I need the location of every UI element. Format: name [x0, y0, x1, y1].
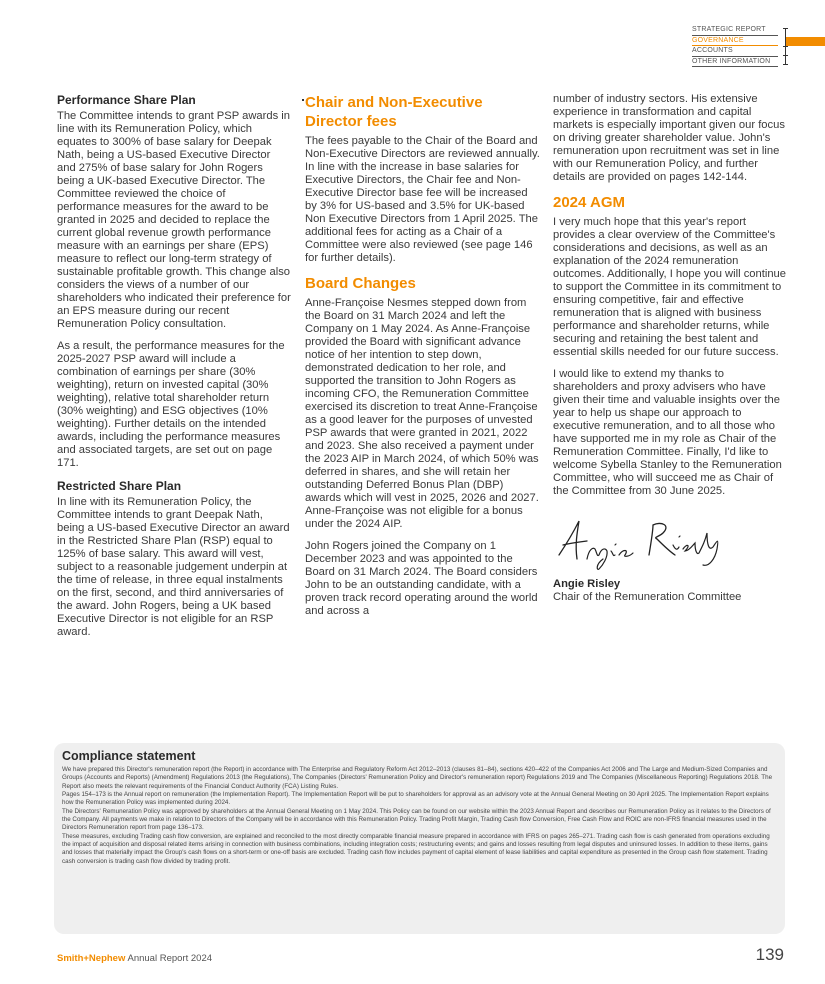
- nav-rail-tick: [783, 55, 788, 56]
- compliance-paragraph-1: We have prepared this Director's remuneration report (the Report) in accordance with The Enterprise and Regulatory Reform Act 2012–2013 (clauses 81–84), sections 420–422 of the Companies Act 2006 and The Large and Medium-Sized Companies and Groups (Accounts and Reports) (Amendment) Regulations 2013 (the Regulations), The Companies (Directors' Remuneration Policy and Director's remuneration report) Regulations 2019 and The Companies (Miscellaneous Reporting) Regulations 2018. The Report also meets the relevant requirements of the Financial Conduct Authority (FCA) Listing Rules.: [62, 766, 773, 790]
- signer-name: Angie Risley: [553, 578, 621, 590]
- rsp-heading: Restricted Share Plan: [57, 479, 182, 493]
- psp-paragraph-1: The Committee intends to grant PSP awards in line with its Remuneration Policy, which equates to 300% of base salary for Deepak Nath, being a US-based Executive Director and 275% of base salary for John Rogers being a UK-based Executive Director. The Committee reviewed the choice of performance measures for the award to be granted in 2025 and decided to replace the current global revenue growth performance measure with an earnings per share (EPS) measure to reflect our long-term strategy of sustainable profitable growth. This change also considers the views of a number of our shareholders who indicated their preference for an EPS measure during our recent Remuneration Policy consultation.: [57, 110, 291, 330]
- footer-brand: [57, 953, 212, 965]
- agm-paragraph-1: I very much hope that this year's report provides a clear overview of the Committee's considerations and decisions, as well as an explanation of the 2024 remuneration outcomes. Additionally, I hope you will continue to support the Committee in its commitment to ensuring competitive, fair and effective remuneration that is aligned with business performance and shareholder returns, while securing and retaining the best talent and essential skills needed for our future success.: [553, 216, 787, 358]
- compliance-heading: Compliance statement: [62, 749, 196, 763]
- psp-heading: Performance Share Plan: [57, 93, 196, 107]
- section-nav: [692, 25, 778, 67]
- brand-name: Smith+Nephew: [57, 953, 126, 964]
- column-marker: [302, 99, 304, 101]
- nav-rail-tick: [783, 64, 788, 65]
- page-number: 139: [755, 945, 784, 964]
- agm-heading: 2024 AGM: [553, 194, 625, 211]
- column-middle: [305, 93, 540, 627]
- column-left: [57, 93, 291, 639]
- compliance-paragraph-4: These measures, excluding Trading cash flow conversion, are explained and reconciled to the most directly comparable financial measure prepared in accordance with IFRS on pages 265–271. Trading cash flow is cash generated from operations excluding the impact of acquisition and disposal related items arising in connection with business combinations, including integration costs; restructuring events; and gains and losses resulting from legal disputes and uninsured losses. In addition to these items, gains and losses that materially impact the Group's cash flows on a short-term or one-off basis are excluded. Trading cash flow includes payment of capital element of lease liabilities and capital expenditure as presented in the Group cash flow statement. Trading cash conversion is trading cash flow divided by trading profit.: [62, 832, 770, 865]
- rsp-paragraph-1: In line with its Remuneration Policy, the Committee intends to grant Deepak Nath, being a US-based Executive Director an award in the Restricted Share Plan (RSP) equal to 125% of base salary. This award will vest, subject to a reasonable judgement underpin at the time of release, in three equal instalments on the first, second, and third anniversaries of the award. John Rogers, being a UK based Executive Director is not eligible for an RSP award.: [57, 496, 290, 638]
- compliance-paragraph-2: Pages 154–173 is the Annual report on remuneration (the Implementation Report). The Implementation Report will be put to shareholders for approval as an advisory vote at the Annual General Meeting on 30 April 2025. The Implementation Report explains how the Remuneration Policy was implemented during 2024.: [62, 791, 769, 807]
- board-paragraph-1: Anne-Françoise Nesmes stepped down from the Board on 31 March 2024 and left the Company on 1 May 2024. As Anne-Françoise provided the Board with significant advance notice of her intention to step down, demonstrated dedication to her role, and supported the transition to John Rogers as incoming CFO, the Remuneration Committee exercised its discretion to treat Anne-Françoise as a good leaver for the purposes of unvested PSP awards that were granted in 2021, 2022 and 2023. She also received a payment under the 2023 AIP in March 2024, of which 50% was deferred in shares, and she will retain her outstanding Deferred Bonus Plan (DBP) awards which will vest in 2025, 2026 and 2027. Anne-Françoise was not eligible for a bonus under the 2024 AIP.: [305, 297, 539, 530]
- board-changes-heading: Board Changes: [305, 275, 416, 292]
- agm-paragraph-2: I would like to extend my thanks to shareholders and proxy advisers who have given their time and valuable insights over the year to help us shape our approach to executive remuneration, and to all those who have supported me in my role as Chair of the Remuneration Committee. Finally, I'd like to welcome Sybella Stanley to the Remuneration Committee, who will succeed me as Chair of the Committee from 30 June 2025.: [553, 368, 782, 497]
- psp-paragraph-2: As a result, the performance measures for the 2025-2027 PSP award will include a combination of earnings per share (30% weighting), return on invested capital (30% weighting), relative total shareholder return (30% weighting) and ESG objectives (10% weighting). Further details on the intended awards, including the performance measures and associated targets, are set out on page 171.: [57, 340, 285, 469]
- nav-accounts[interactable]: ACCOUNTS: [692, 46, 778, 57]
- board-paragraph-2: John Rogers joined the Company on 1 December 2023 and was appointed to the Board on 31 March 2024. The Board considers John to be an outstanding candidate, with a proven track record operating around the world and across a: [305, 540, 538, 617]
- active-section-tab: [786, 37, 825, 46]
- nav-strategic-report[interactable]: STRATEGIC REPORT: [692, 25, 778, 36]
- nav-rail-tick: [783, 46, 788, 47]
- fees-heading: Chair and Non-Executive Director fees: [305, 94, 483, 130]
- nav-governance[interactable]: GOVERNANCE: [692, 36, 778, 47]
- continued-paragraph: number of industry sectors. His extensive experience in transformation and capital markets is especially important given our focus on driving greater shareholder value. John's remuneration upon recruitment was set in line with our Remuneration Policy, and further details are provided on pages 142-144.: [553, 93, 785, 183]
- compliance-paragraph-3: The Directors' Remuneration Policy was approved by shareholders at the Annual General Meeting on 1 May 2024. This Policy can be found on our website within the 2023 Annual Report and describes our Remuneration Policy as it relates to the Directors of the Company. All payments we make in relation to Directors of the Company will be in accordance with this Remuneration Policy. Trading Profit Margin, Trading Cash flow Conversion, Free Cash Flow and ROIC are non-IFRS financial measures used in the Directors Remuneration report from page 136–173.: [62, 807, 771, 832]
- nav-rail-tick: [783, 28, 788, 29]
- signer-title: Chair of the Remuneration Committee: [553, 591, 742, 603]
- handwritten-signature: [553, 515, 728, 571]
- fees-paragraph-1: The fees payable to the Chair of the Board and Non-Executive Directors are reviewed annually. In line with the increase in base salaries for Executive Directors, the Chair fee and Non-Executive Director base fee will be increased by 3% for US-based and 3.5% for UK-based Non Executive Directors from 1 April 2025. The additional fees for acting as a Chair of a Committee were also reviewed (see page 146 for further details).: [305, 135, 540, 264]
- nav-other-information[interactable]: OTHER INFORMATION: [692, 57, 778, 68]
- report-name: Annual Report 2024: [127, 953, 213, 964]
- column-right: [553, 93, 788, 604]
- compliance-statement-box: [54, 743, 785, 934]
